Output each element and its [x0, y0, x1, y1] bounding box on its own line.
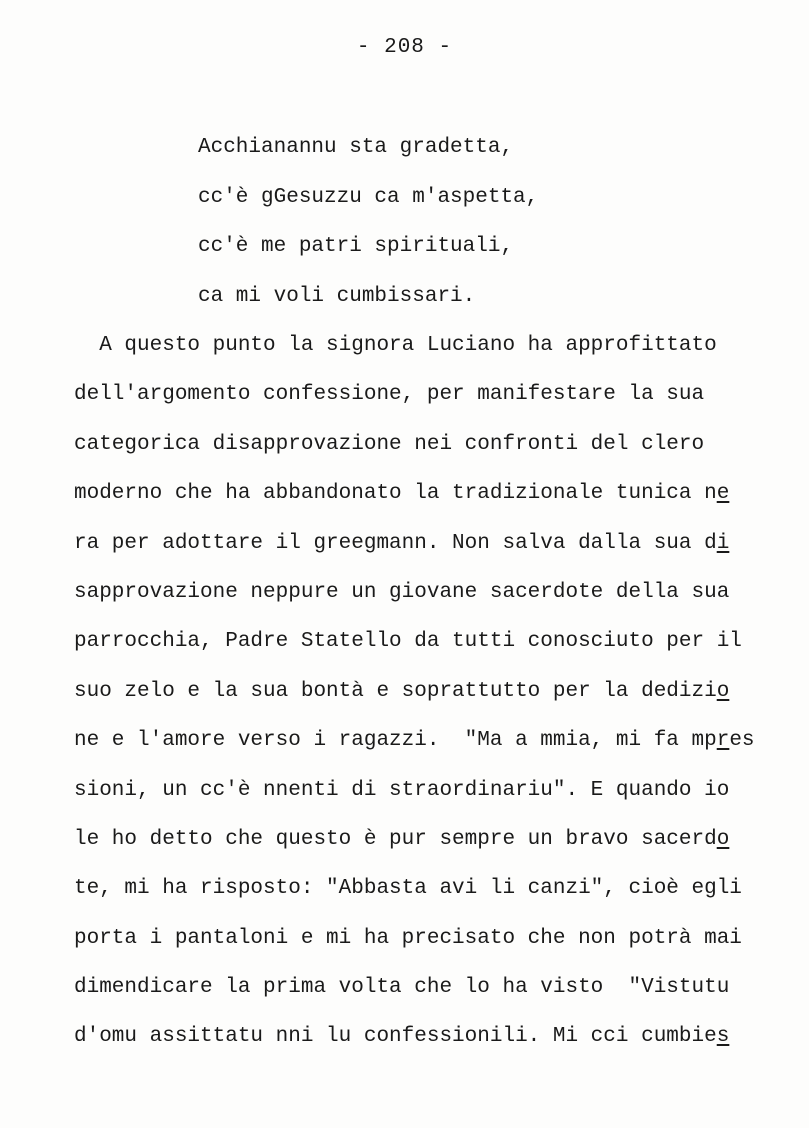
- line-text: sioni, un cc'è nnenti di straordinariu". E quando io: [74, 778, 730, 802]
- underlined-letter: o: [716, 827, 730, 851]
- underlined-letter: e: [716, 482, 730, 506]
- prose-line: [74, 869, 755, 918]
- page-number: - 208 -: [356, 36, 453, 59]
- prose-line: [74, 721, 755, 770]
- prose-line: [74, 375, 755, 424]
- underlined-letter: i: [716, 531, 730, 555]
- line-text: dimendicare la prima volta che lo ha visto "Vistutu: [74, 976, 730, 1000]
- prose-line: [74, 524, 755, 573]
- line-text: parrocchia, Padre Statello da tutti conosciuto per il: [74, 630, 742, 654]
- prose-line: [74, 326, 755, 375]
- verse-line: cc'è me patri spirituali,: [198, 235, 514, 258]
- prose-paragraph: [74, 326, 755, 1067]
- underlined-letter: r: [716, 729, 730, 753]
- line-text: dell'argomento confessione, per manifestare la sua: [74, 383, 705, 407]
- line-text: d'omu assittatu nni lu confessionili. Mi cci cumbie: [74, 1025, 717, 1049]
- underlined-letter: s: [716, 1025, 730, 1049]
- verse-stanza: [198, 128, 538, 326]
- line-text: le ho detto che questo è pur sempre un bravo sacerd: [74, 827, 717, 851]
- line-text: te, mi ha risposto: "Abbasta avi li canzi", cioè egli: [74, 877, 742, 901]
- underlined-letter: o: [716, 679, 730, 703]
- prose-line: [74, 573, 755, 622]
- prose-line: [74, 1017, 755, 1066]
- prose-line: [74, 672, 755, 721]
- line-text: sapprovazione neppure un giovane sacerdote della sua: [74, 580, 730, 604]
- prose-line: [74, 919, 755, 968]
- line-text: suo zelo e la sua bontà e soprattutto per la dedizi: [74, 679, 717, 703]
- line-text: ne e l'amore verso i ragazzi. "Ma a mmia, mi fa mp: [74, 729, 717, 753]
- line-text: A questo punto la signora Luciano ha approfittato: [74, 334, 717, 357]
- prose-line: [74, 425, 755, 474]
- line-text-end: es: [729, 729, 755, 753]
- line-text: porta i pantaloni e mi ha precisato che non potrà mai: [74, 926, 742, 950]
- prose-line: [74, 771, 755, 820]
- verse-line: Acchianannu sta gradetta,: [198, 136, 514, 159]
- verse-line: cc'è gGesuzzu ca m'aspetta,: [198, 185, 539, 209]
- line-text: ra per adottare il greegmann. Non salva dalla sua d: [74, 531, 717, 555]
- verse-line: ca mi voli cumbissari.: [198, 284, 476, 308]
- prose-line: [74, 820, 755, 869]
- line-text: categorica disapprovazione nei confronti del clero: [74, 432, 705, 456]
- prose-line: [74, 622, 755, 671]
- prose-line: [74, 474, 755, 523]
- line-text: moderno che ha abbandonato la tradizionale tunica n: [74, 482, 717, 506]
- prose-line: [74, 968, 755, 1017]
